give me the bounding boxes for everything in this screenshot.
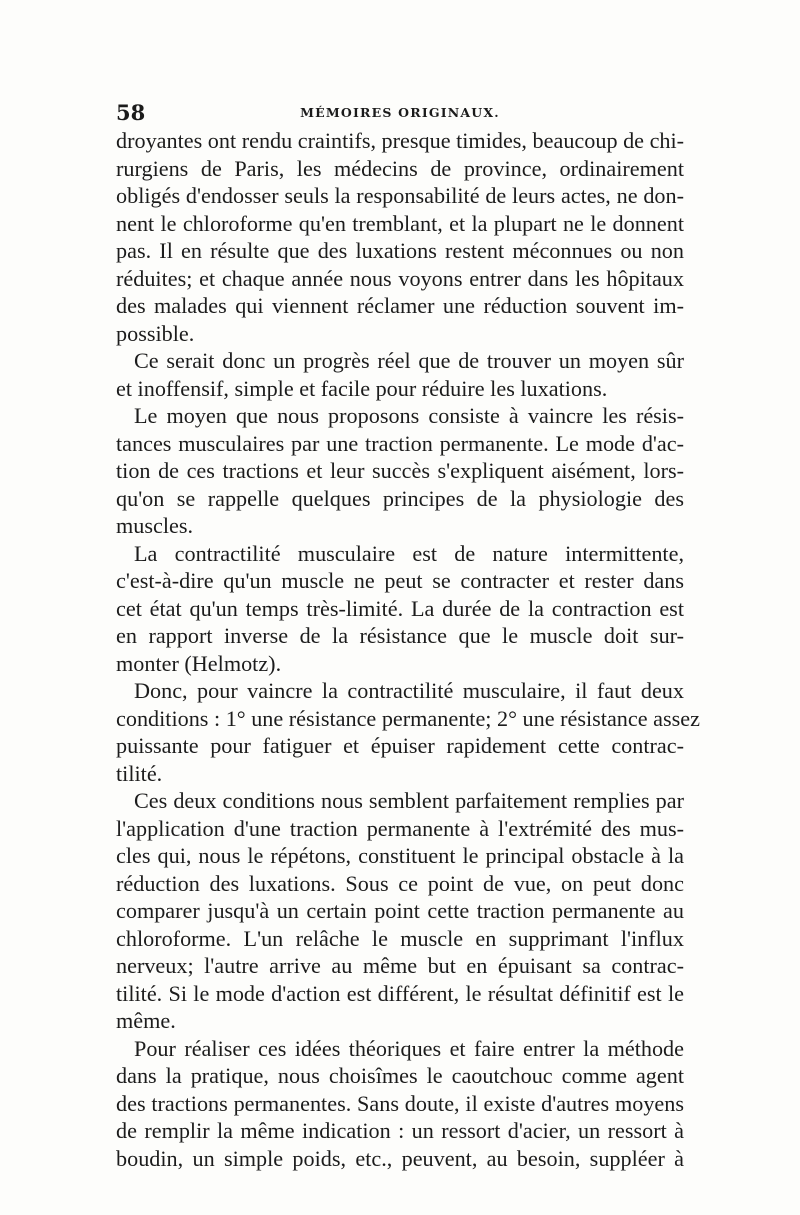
text-line: tilité. [116,760,163,786]
paragraph [116,347,684,402]
text-line: boudin, un simple poids, etc., peuvent, au besoin, suppléer à [116,1145,684,1171]
text-line: cet état qu'un temps très-limité. La durée de la contraction est [116,595,684,621]
text-line: cles qui, nous le répétons, constituent le principal obstacle à la [116,843,684,868]
text-line: nerveux; l'autre arrive au même but en épuisant sa contrac- [116,953,684,978]
text-line: de remplir la même indication : un ressort d'acier, un ressort à [116,1118,684,1143]
text-line: tances musculaires par une traction permanente. Le mode d'ac- [116,430,684,456]
text-line: Ces deux conditions nous semblent parfaitement remplies par [134,788,684,813]
text-line: c'est-à-dire qu'un muscle ne peut se contracter et rester dans [116,568,684,593]
text-line: tilité. Si le mode d'action est différent, le résultat définitif est le [116,980,684,1006]
text-line: réduites; et chaque année nous voyons entrer dans les hôpitaux [116,265,684,291]
text-line: qu'on se rappelle quelques principes de la physiologie des [116,485,684,511]
text-line: l'application d'une traction permanente à l'extrémité des mus- [116,815,684,841]
text-line: en rapport inverse de la résistance que le muscle doit sur- [116,623,684,648]
text-line: monter (Helmotz). [116,650,282,676]
text-line: droyantes ont rendu craintifs, presque timides, beaucoup de chi- [116,128,685,153]
text-line: chloroforme. L'un relâche le muscle en supprimant l'influx [116,925,684,951]
text-line: et inoffensif, simple et facile pour réduire les luxations. [116,375,608,401]
body-text [116,127,700,1172]
paragraph [116,127,684,347]
paragraph [116,1035,684,1173]
text-line: comparer jusqu'à un certain point cette traction permanente au [116,898,684,923]
text-line: Donc, pour vaincre la contractilité musculaire, il faut deux [134,678,684,703]
page-number: 58 [116,100,146,125]
text-line: pas. Il en résulte que des luxations restent méconnues ou non [116,238,684,263]
text-line: La contractilité musculaire est de nature intermittente, [134,540,684,566]
text-line: conditions : 1° une résistance permanente; 2° une résistance assez [116,705,700,731]
text-line: Pour réaliser ces idées théoriques et faire entrer la méthode [134,1035,684,1061]
text-line: rurgiens de Paris, les médecins de province, ordinairement [116,155,684,181]
text-line: dans la pratique, nous choisîmes le caoutchouc comme agent [116,1063,684,1088]
running-head [116,100,684,124]
paragraph [116,787,684,1035]
text-line: Ce serait donc un progrès réel que de trouver un moyen sûr [134,348,684,373]
text-line: muscles. [116,513,194,538]
text-line: même. [116,1008,176,1033]
text-line: des tractions permanentes. Sans doute, il existe d'autres moyens [116,1090,684,1116]
text-line: obligés d'endosser seuls la responsabilité de leurs actes, ne don- [116,183,684,208]
text-line: réduction des luxations. Sous ce point de vue, on peut donc [116,870,684,896]
paragraph [116,677,700,787]
paragraph [116,402,684,540]
text-line: nent le chloroforme qu'en tremblant, et la plupart ne le donnent [116,210,684,236]
paragraph [116,540,684,678]
text-line: puissante pour fatiguer et épuiser rapidement cette contrac- [116,733,684,758]
text-line: possible. [116,320,195,346]
text-line: Le moyen que nous proposons consiste à vaincre les résis- [134,403,684,428]
text-line: des malades qui viennent réclamer une réduction souvent im- [116,293,684,318]
text-line: tion de ces tractions et leur succès s'expliquent aisément, lors- [116,458,684,483]
running-title: MÉMOIRES ORIGINAUX. [300,105,500,120]
